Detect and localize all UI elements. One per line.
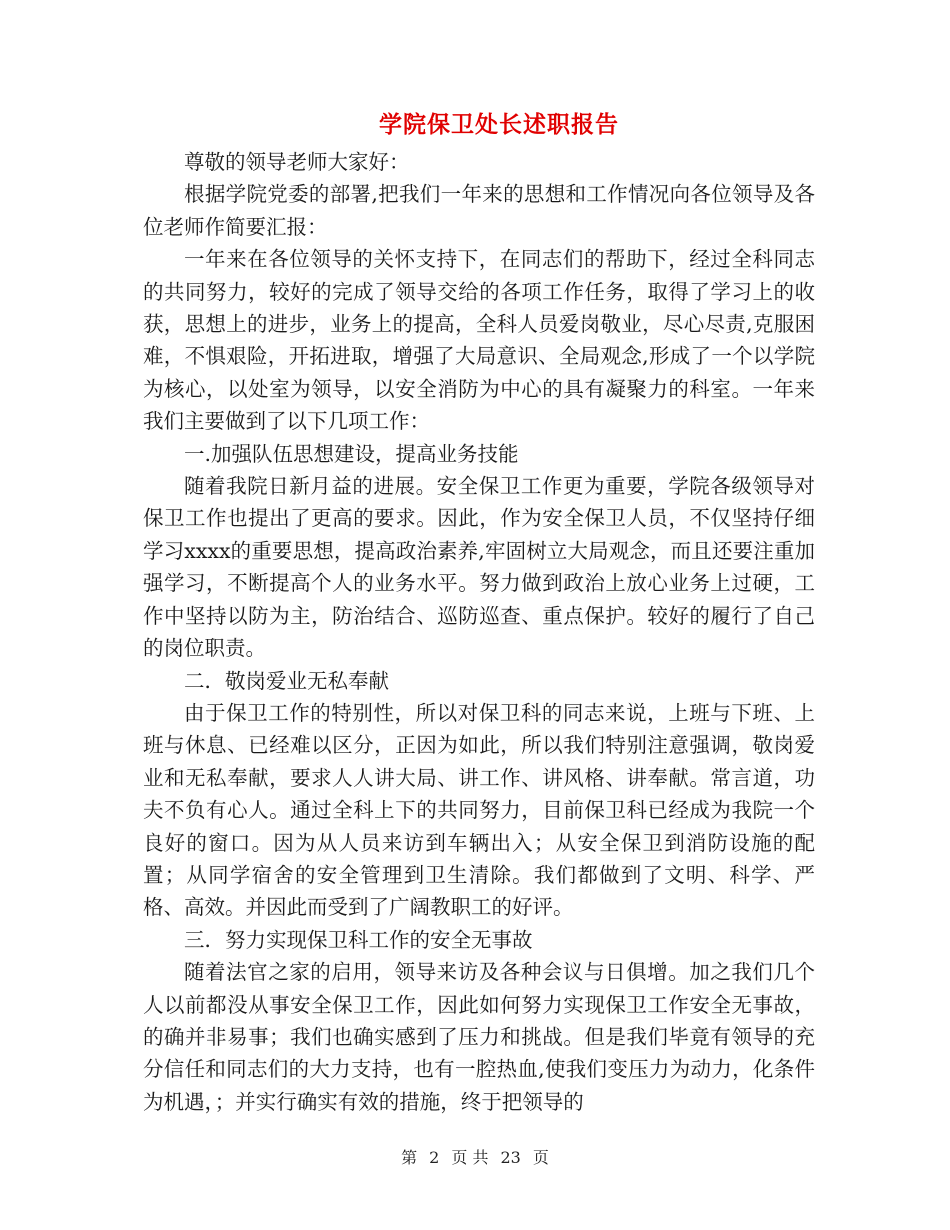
footer-prefix: 第 <box>401 1148 418 1167</box>
paragraph-section-3: 随着法官之家的启用，领导来访及各种会议与日俱增。加之我们几个人以前都没从事安全保卫工作，因此如何努力实现保卫工作安全无事故，的确并非易事；我们也确实感到了压力和挑战。但是我们毕竟有领导的充分信任和同志们的大力支持，也有一腔热血,使我们变压力为动力，化条件为机遇，；并实行确实有效的措施，终于把领导的 <box>143 960 815 1114</box>
footer-page-number: 2 <box>429 1148 440 1167</box>
section-heading-3: 三．努力实现保卫科工作的安全无事故 <box>184 927 533 952</box>
paragraph-greeting: 尊敬的领导老师大家好： <box>184 150 410 174</box>
footer-total-pages: 23 <box>500 1148 521 1167</box>
section-heading-2: 二．敬岗爱业无私奉献 <box>184 668 389 693</box>
paragraph-section-2: 由于保卫工作的特别性，所以对保卫科的同志来说，上班与下班、上班与休息、已经难以区分，正因为如此，所以我们特别注意强调，敬岗爱业和无私奉献，要求人人讲大局、讲工作、讲风格、讲奉献。常言道，功夫不负有心人。通过全科上下的共同努力，目前保卫科已经成为我院一个良好的窗口。因为从人员来访到车辆出入；从安全保卫到消防设施的配置；从同学宿舍的安全管理到卫生清除。我们都做到了文明、科学、严格、高效。并因此而受到了广阔教职工的好评。 <box>143 700 815 920</box>
paragraph-intro: 根据学院党委的部署,把我们一年来的思想和工作情况向各位领导及各位老师作简要汇报： <box>143 182 815 239</box>
document-title: 学院保卫处长述职报告 <box>379 111 619 138</box>
paragraph-summary: 一年来在各位领导的关怀支持下，在同志们的帮助下，经过全科同志的共同努力，较好的完成了领导交给的各项工作任务，取得了学习上的收获，思想上的进步，业务上的提高，全科人员爱岗敬业，尽心尽责,克服困难，不惧艰险，开拓进取，增强了大局意识、全局观念,形成了一个以学院为核心，以处室为领导，以安全消防为中心的具有凝聚力的科室。一年来我们主要做到了以下几项工作： <box>143 247 815 434</box>
footer-suffix: 页 <box>532 1148 549 1167</box>
section-heading-1: 一.加强队伍思想建设，提高业务技能 <box>184 441 519 466</box>
document-body <box>143 146 815 1118</box>
page-footer <box>0 1146 950 1170</box>
paragraph-section-1: 随着我院日新月益的进展。安全保卫工作更为重要，学院各级领导对保卫工作也提出了更高的要求。因此，作为安全保卫人员，不仅坚持仔细学习xxxx的重要思想，提高政治素养,牢固树立大局观念，而且还要注重加强学习，不断提高个人的业务水平。努力做到政治上放心业务上过硬，工作中坚持以防为主，防治结合、巡防巡查、重点保护。较好的履行了自己的岗位职责。 <box>143 474 815 661</box>
footer-middle: 页 共 <box>451 1148 489 1167</box>
